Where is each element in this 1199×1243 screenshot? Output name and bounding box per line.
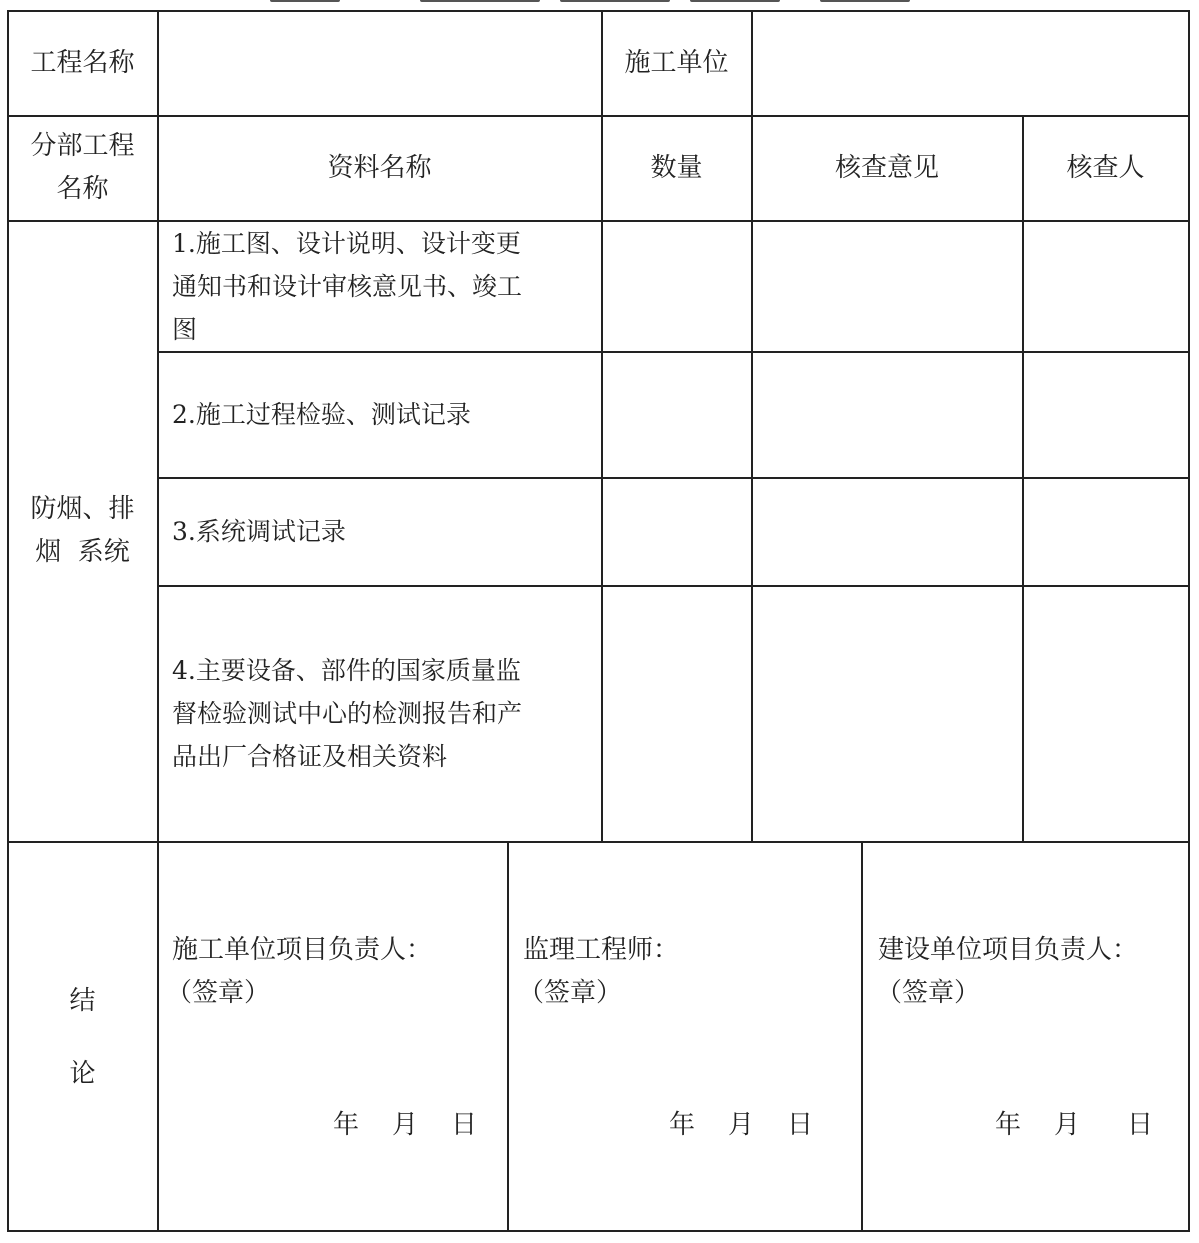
reviewer-cell-4[interactable] [1023, 586, 1188, 841]
opinion-cell-4[interactable] [752, 586, 1022, 841]
division-name-header-line1: 分部工程 [30, 131, 135, 161]
division-name-line2: 烟 系统 [35, 537, 130, 567]
signer-block-supervisor [508, 842, 861, 1230]
cut-off-title [0, 0, 1199, 6]
signer-owner-month: 月 [1054, 1110, 1081, 1140]
opinion-cell-2[interactable] [752, 352, 1022, 477]
signer-construction-day: 日 [451, 1110, 478, 1140]
signer-supervisor-year: 年 [669, 1110, 696, 1140]
review-opinion-header: 核查意见 [834, 152, 939, 183]
document-item-2: 2.施工过程检验、测试记录 [172, 400, 471, 429]
project-name-label: 工程名称 [30, 47, 135, 78]
division-name-header-line2: 名称 [56, 174, 109, 204]
opinion-cell-3[interactable] [752, 478, 1022, 585]
quantity-cell-2[interactable] [602, 352, 751, 477]
document-name-header: 资料名称 [327, 152, 432, 183]
document-item-4-line3: 品出厂合格证及相关资料 [172, 742, 448, 771]
construction-unit-label: 施工单位 [624, 47, 729, 78]
reviewer-cell-3[interactable] [1023, 478, 1188, 585]
division-name-line1: 防烟、排 [30, 494, 135, 524]
division-name-header [8, 116, 157, 220]
signer-block-construction [158, 842, 507, 1230]
document-item-4-line2: 督检验测试中心的检测报告和产 [172, 699, 523, 728]
conclusion-label-char2: 论 [69, 1059, 96, 1089]
signer-owner-role: 建设单位项目负责人： [878, 935, 1139, 965]
signer-supervisor-role: 监理工程师： [523, 935, 680, 965]
reviewer-cell-1[interactable] [1023, 221, 1188, 351]
signer-construction-month: 月 [392, 1110, 419, 1140]
division-name-cell [8, 221, 157, 841]
conclusion-label-char1: 结 [69, 986, 96, 1016]
signer-supervisor-day: 日 [787, 1110, 814, 1140]
document-item-4 [158, 586, 601, 841]
signer-owner-year: 年 [995, 1110, 1022, 1140]
opinion-cell-1[interactable] [752, 221, 1022, 351]
document-item-1 [158, 221, 601, 351]
document-item-3: 3.系统调试记录 [172, 517, 346, 546]
construction-unit-value[interactable] [752, 11, 1188, 115]
signer-construction-seal: （签章） [166, 978, 271, 1008]
document-item-1-line2: 通知书和设计审核意见书、竣工 [172, 271, 523, 301]
rule-bottom [7, 1230, 1190, 1232]
project-name-value[interactable] [158, 11, 601, 115]
quantity-header: 数量 [650, 152, 703, 183]
conclusion-label [8, 842, 157, 1230]
document-item-4-line1: 4.主要设备、部件的国家质量监 [172, 656, 521, 685]
signer-block-owner [862, 842, 1188, 1230]
quantity-cell-3[interactable] [602, 478, 751, 585]
signer-construction-year: 年 [333, 1110, 360, 1140]
document-item-1-line3: 图 [172, 314, 198, 344]
reviewer-header: 核查人 [1066, 152, 1145, 183]
signer-supervisor-seal: （签章） [518, 978, 623, 1008]
quantity-cell-1[interactable] [602, 221, 751, 351]
signer-supervisor-month: 月 [728, 1110, 755, 1140]
quantity-cell-4[interactable] [602, 586, 751, 841]
document-item-1-line1: 1.施工图、设计说明、设计变更 [172, 228, 521, 258]
signer-owner-seal: （签章） [876, 978, 981, 1008]
reviewer-cell-2[interactable] [1023, 352, 1188, 477]
signer-owner-day: 日 [1127, 1110, 1154, 1140]
signer-construction-role: 施工单位项目负责人： [172, 935, 433, 965]
rule-right [1188, 10, 1190, 1232]
